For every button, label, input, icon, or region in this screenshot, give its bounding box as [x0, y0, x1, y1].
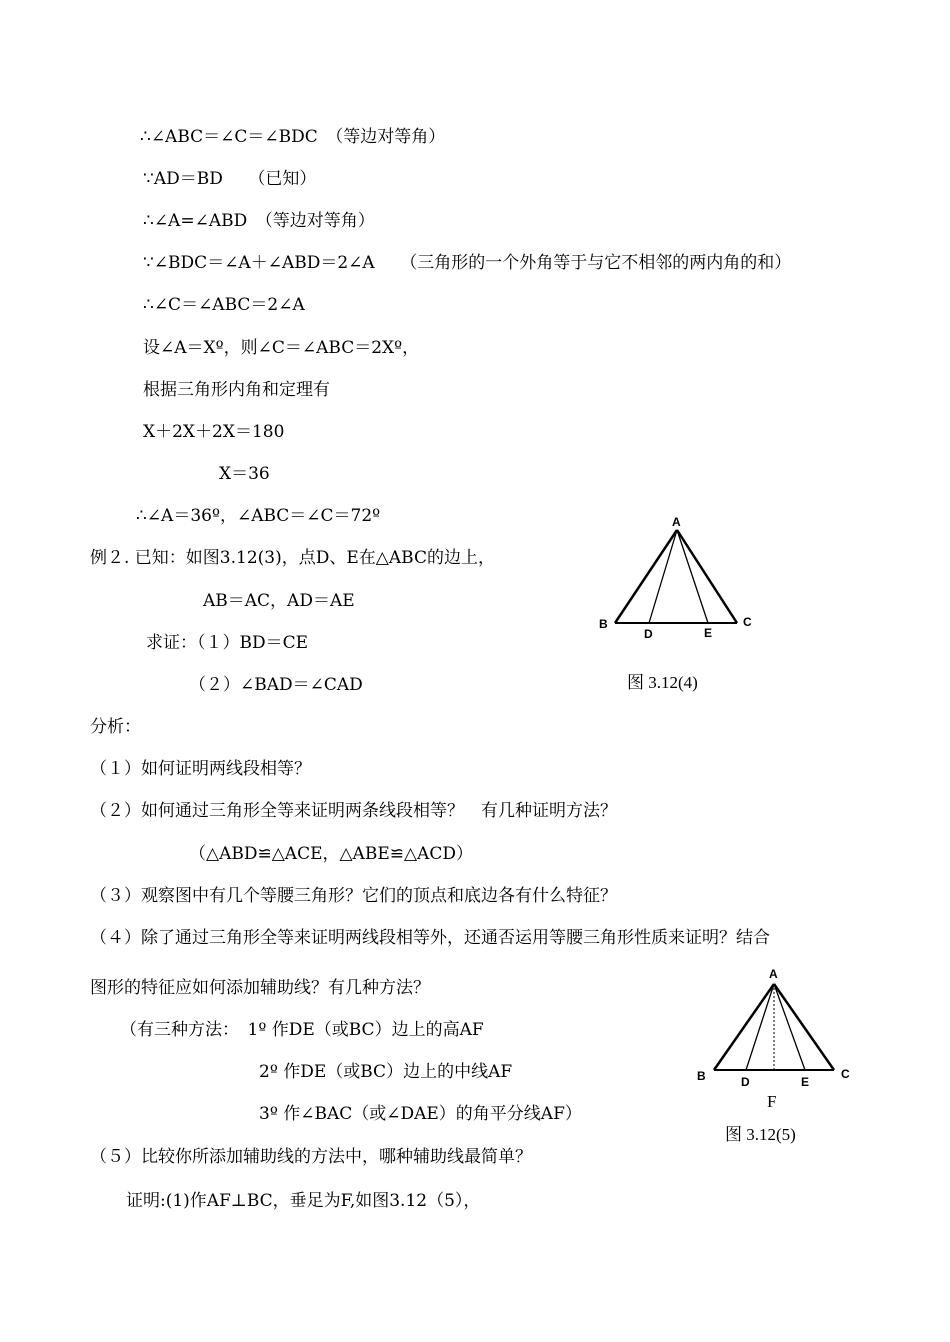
- method-1: （有三种方法： 1º 作DE（或BC）边上的高AF: [120, 1020, 484, 1040]
- side-ac: [774, 984, 834, 1070]
- label-b: B: [697, 1069, 706, 1083]
- figure-caption-3-12-4: 图 3.12(4): [627, 673, 698, 692]
- text-line-6: 设∠A＝Xº，则∠C＝∠ABC＝2Xº，: [143, 338, 420, 358]
- label-a: A: [769, 967, 778, 981]
- text-line-4: ∵∠BDC＝∠A＋∠ABD＝2∠A （三角形的一个外角等于与它不相邻的两内角的和）: [143, 253, 792, 273]
- prove-line-2: （２）∠BAD＝∠CAD: [189, 675, 363, 695]
- segment-ae: [774, 984, 805, 1070]
- text-line-10: ∴∠A＝36º，∠ABC＝∠C＝72º: [136, 506, 381, 526]
- analysis-q3: （３）观察图中有几个等腰三角形？它们的顶点和底边各有什么特征？: [90, 886, 617, 906]
- figure-caption-3-12-5: 图 3.12(5): [725, 1125, 796, 1144]
- figure-3-12-5: [690, 962, 870, 1112]
- text-line-9: X＝36: [219, 464, 270, 484]
- prove-line-1: 求证：（１）BD＝CE: [146, 633, 309, 653]
- analysis-q4: （４）除了通过三角形全等来证明两线段相等外，还通否运用等腰三角形性质来证明？结合: [90, 928, 770, 948]
- text-line-5: ∴∠C＝∠ABC＝2∠A: [143, 295, 305, 315]
- text-line-8: X＋2X＋2X＝180: [143, 422, 285, 442]
- analysis-q2: （２）如何通过三角形全等来证明两条线段相等？ 有几种证明方法？: [90, 801, 617, 821]
- given-line: AB＝AC，AD＝AE: [203, 591, 355, 611]
- method-3: 3º 作∠BAC（或∠DAE）的角平分线AF）: [259, 1104, 582, 1124]
- analysis-q5: （５）比较你所添加辅助线的方法中，哪种辅助线最简单？: [90, 1147, 532, 1167]
- analysis-q1: （１）如何证明两线段相等？: [90, 759, 311, 779]
- text-line-3: ∴∠A=∠ABD （等边对等角）: [143, 211, 375, 231]
- label-c: C: [841, 1067, 850, 1081]
- side-ac: [677, 530, 737, 623]
- side-ab: [615, 530, 677, 623]
- label-c: C: [743, 615, 752, 629]
- segment-ae: [677, 530, 708, 623]
- example-2-heading: 例２. 已知：如图3.12(3)，点D、E在△ABC的边上，: [90, 548, 495, 568]
- text-line-1: ∴∠ABC＝∠C＝∠BDC （等边对等角）: [140, 127, 446, 147]
- segment-ad: [649, 530, 677, 623]
- analysis-q4-cont: 图形的特征应如何添加辅助线？有几种方法？: [90, 978, 430, 998]
- analysis-q2-answer: （△ABD≌△ACE，△ABE≌△ACD）: [189, 844, 473, 864]
- label-b: B: [599, 617, 608, 631]
- label-d: D: [644, 627, 653, 641]
- label-d: D: [741, 1075, 750, 1089]
- analysis-heading: 分析：: [90, 717, 141, 737]
- figure-3-12-4: [590, 510, 770, 645]
- label-a: A: [672, 515, 681, 529]
- label-e: E: [704, 626, 713, 640]
- label-f: F: [767, 1092, 777, 1111]
- method-2: 2º 作DE（或BC）边上的中线AF: [259, 1062, 513, 1082]
- label-e: E: [801, 1075, 810, 1089]
- side-ab: [714, 984, 774, 1070]
- segment-ad: [746, 984, 774, 1070]
- proof-line: 证明:(1)作AF⊥BC，垂足为F,如图3.12（5），: [126, 1191, 481, 1211]
- text-line-2: ∵AD＝BD （已知）: [143, 169, 317, 189]
- text-line-7: 根据三角形内角和定理有: [143, 380, 330, 400]
